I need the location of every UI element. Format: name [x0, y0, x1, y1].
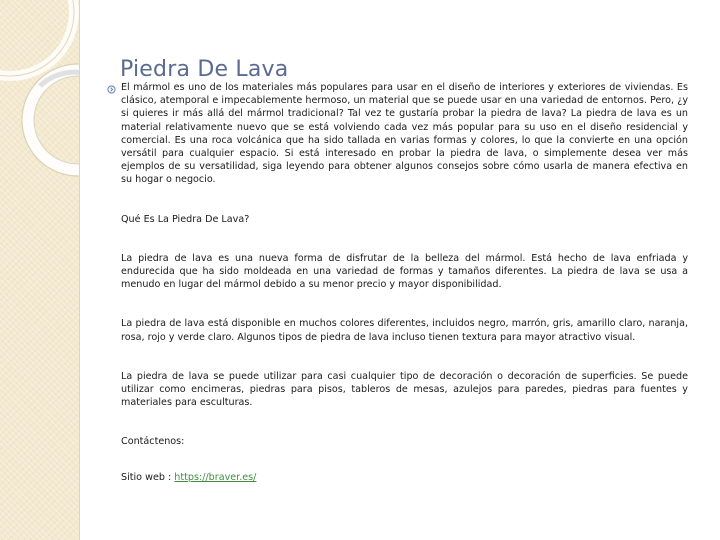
- body-paragraph: La piedra de lava está disponible en muchos colores diferentes, incluidos negro, marrón, gris, amarillo claro, naranja, rosa, rojo y verde claro. Algunos tipos de piedra de lava incluso tienen textura para mayor atractivo visual.: [121, 318, 688, 343]
- decorative-rings: [0, 0, 80, 540]
- website-line: [121, 471, 688, 484]
- website-link[interactable]: https://braver.es/: [174, 471, 257, 483]
- slide-body: [121, 81, 688, 484]
- sidebar-divider: [79, 0, 80, 540]
- slide-title: Piedra De Lava: [120, 56, 289, 82]
- contact-label: Contáctenos:: [121, 436, 185, 448]
- decorative-sidebar: [0, 0, 80, 540]
- circle-arrow-icon: [107, 85, 116, 97]
- website-label: Sitio web :: [121, 471, 175, 483]
- body-paragraph: La piedra de lava se puede utilizar para casi cualquier tipo de decoración o decoración de superficies. Se puede utilizar como encimeras, piedras para pisos, tableros de mesas, azulejos para paredes, piedras para fuentes y materiales para esculturas.: [121, 370, 688, 409]
- body-paragraph: La piedra de lava es una nueva forma de disfrutar de la belleza del mármol. Está hecho de lava enfriada y endurecida que ha sido moldeada en una variedad de formas y tamaños diferentes. La piedra de lava se usa a menudo en lugar del mármol debido a su menor precio y mayor disponibilidad.: [121, 252, 688, 291]
- intro-paragraph: El mármol es uno de los materiales más populares para usar en el diseño de interiores y exteriores de viviendas. Es clásico, atemporal e impecablemente hermoso, un material que se puede usar en una variedad de entornos. Pero, ¿y si quieres ir más allá del mármol tradicional? Tal vez te gustaría probar la piedra de lava? La piedra de lava es un material relativamente nuevo que se está volviendo cada vez más popular para su uso en el diseño residencial y comercial. Es una roca volcánica que ha sido tallada en varias formas y colores, lo que la convierte en una opción versátil para cualquier espacio. Si está interesado en probar la piedra de lava, o simplemente desea ver más ejemplos de su versatilidad, siga leyendo para obtener algunos consejos sobre cómo usarla de manera efectiva en su hogar o negocio.: [121, 82, 688, 186]
- section-heading: Qué Es La Piedra De Lava?: [121, 213, 250, 225]
